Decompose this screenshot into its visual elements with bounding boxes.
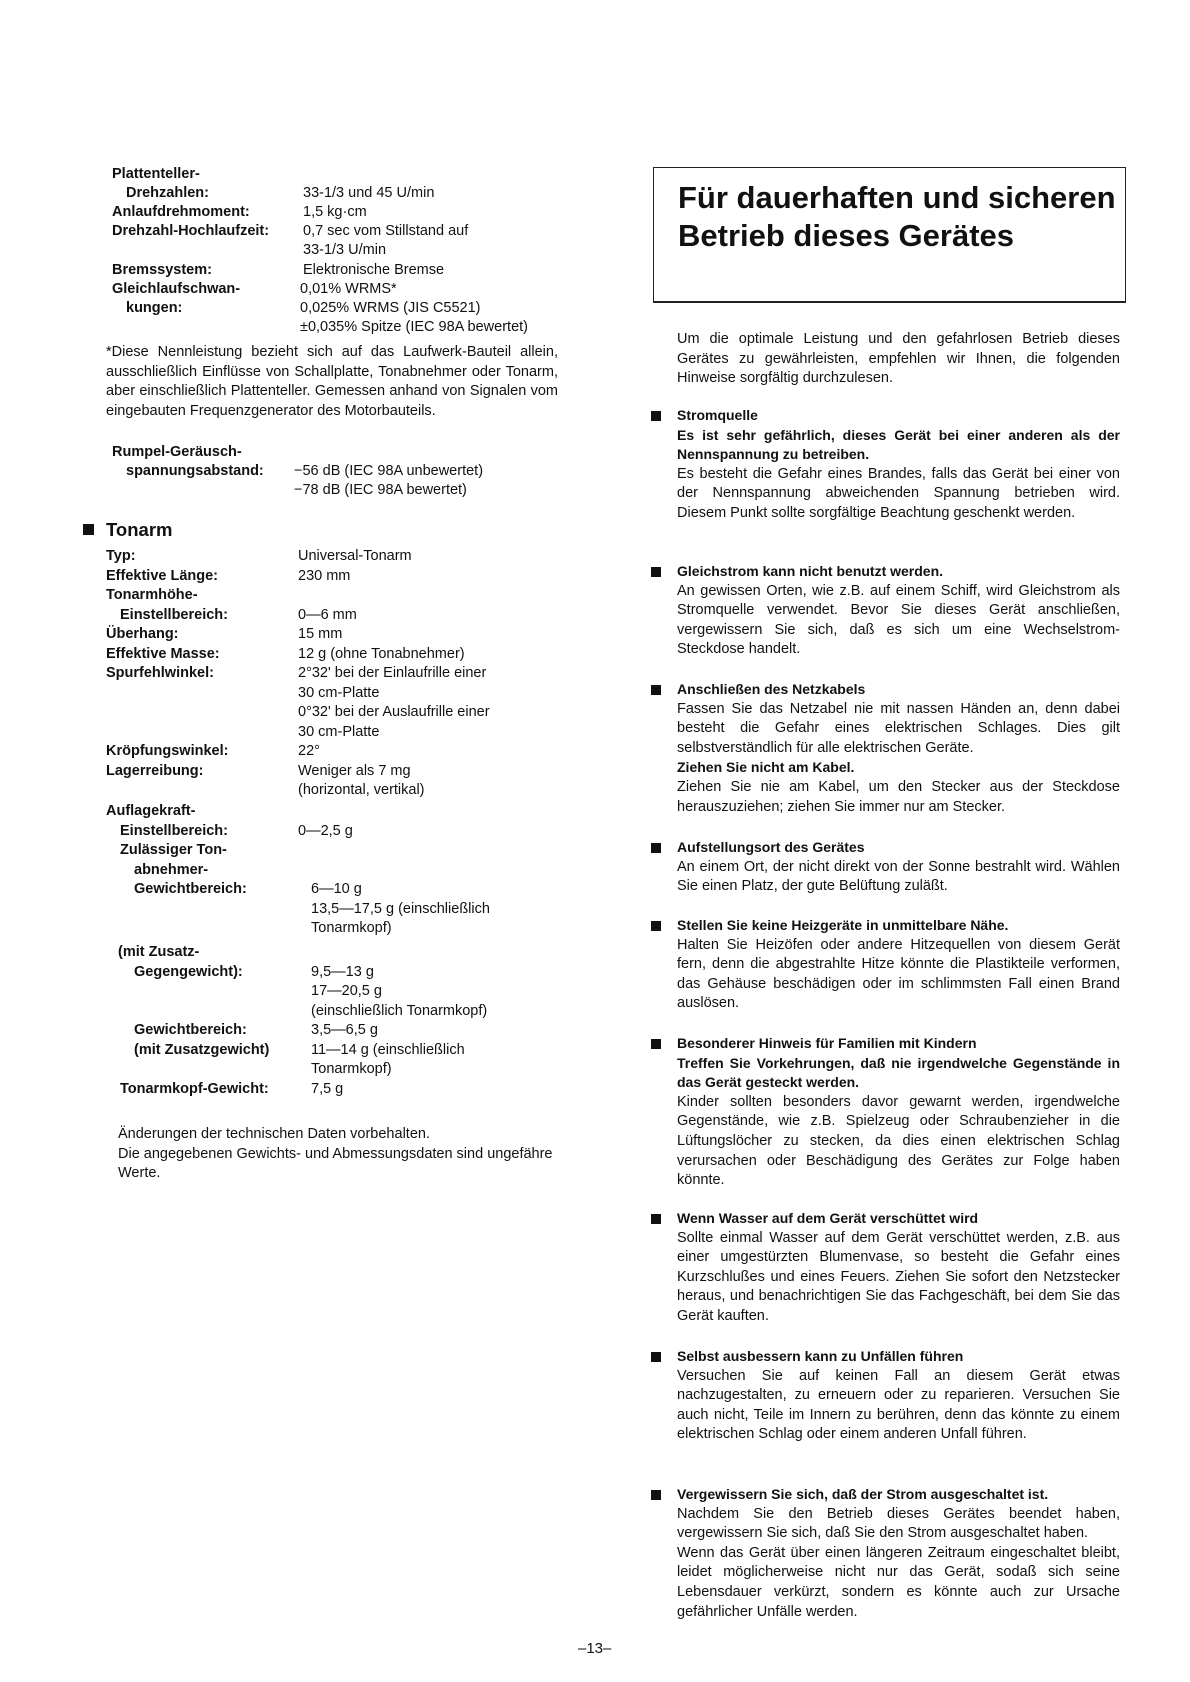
- section-ausbessern: [677, 1347, 1120, 1445]
- section-strom-aus: [677, 1485, 1120, 1622]
- section-heading: Stromquelle: [677, 407, 758, 423]
- spec-value: 30 cm-Platte: [298, 723, 380, 740]
- section-heading: Stellen Sie keine Heizgeräte in unmittelbare Nähe.: [677, 917, 1009, 933]
- spec-value: 11—14 g (einschließlich: [311, 1041, 465, 1058]
- spec-value: 13,5—17,5 g (einschließlich: [311, 900, 490, 917]
- spec-label: Plattenteller-: [112, 166, 200, 182]
- spec-value: 6—10 g: [311, 881, 362, 897]
- spec-value: 2°32' bei der Einlaufrille einer: [298, 665, 487, 681]
- section-netzkabel: [677, 680, 1120, 817]
- section-text: Fassen Sie das Netzabel nie mit nassen Händen an, denn dabei besteht die Gefahr eines elektrischen Schlages. Dies gilt selbstverständlich für alle elektrischen Geräte.: [677, 700, 1120, 756]
- spec-value: −78 dB (IEC 98A bewertet): [294, 482, 467, 498]
- spec-value: −56 dB (IEC 98A unbewertet): [294, 463, 484, 479]
- footer-line: Die angegebenen Gewichts- und Abmessungsdaten sind ungefähre Werte.: [118, 1145, 553, 1182]
- spec-label: Auflagekraft-: [106, 803, 196, 819]
- spec-label: Drehzahlen:: [126, 185, 209, 201]
- spec-label: abnehmer-: [134, 861, 209, 878]
- intro-paragraph: [677, 330, 1120, 389]
- footer-line: Änderungen der technischen Daten vorbehalten.: [118, 1126, 430, 1142]
- spec-value: 0,01% WRMS*: [300, 281, 397, 297]
- spec-label: (mit Zusatzgewicht): [134, 1041, 270, 1058]
- spec-label: Anlaufdrehmoment:: [112, 204, 250, 220]
- section-bold: Es ist sehr gefährlich, dieses Gerät bei einer anderen als der Nennspannung zu betreiben.: [677, 426, 1120, 463]
- spec-value: 0°32' bei der Auslaufrille einer: [298, 704, 490, 720]
- spec-value: 9,5—13 g: [311, 963, 374, 980]
- spec-label: Gewichtbereich:: [134, 1022, 247, 1038]
- section-heading: Aufstellungsort des Gerätes: [677, 839, 865, 855]
- spec-label: Spurfehlwinkel:: [106, 665, 214, 681]
- section-heading: Wenn Wasser auf dem Gerät verschüttet wird: [677, 1210, 979, 1226]
- section-bold: Ziehen Sie nicht am Kabel.: [677, 759, 855, 776]
- section-text: An gewissen Orten, wie z.B. auf einem Schiff, wird Gleichstrom als Stromquelle verwendet. Bevor Sie dieses Gerät anschließen, vergewissern Sie sich, daß es sich um eine Wechselstrom-Steckdose handelt.: [677, 582, 1120, 658]
- spec-label: Überhang:: [106, 626, 179, 642]
- spec-value: 12 g (ohne Tonabnehmer): [298, 645, 465, 662]
- spec-value: Tonarmkopf): [311, 920, 392, 936]
- section-gleichstrom: [677, 562, 1120, 660]
- spec-value: Universal-Tonarm: [298, 548, 412, 564]
- spec-label: Rumpel-Geräusch-: [112, 444, 242, 460]
- spec-value: 33-1/3 U/min: [303, 242, 387, 258]
- bullet-square-icon: [651, 1352, 661, 1362]
- spec-label: Einstellbereich:: [120, 606, 228, 623]
- bullet-square-icon: [651, 685, 661, 695]
- footnote: *Diese Nennleistung bezieht sich auf das Laufwerk-Bauteil allein, ausschließlich Einflüsse von Schallplatte, Tonabnehmer oder Tonarm, aber einschließlich Plattenteller. Gemessen anhand von Signalen vom eingebauten Frequenzgenerator des Motorbauteils.: [106, 344, 558, 419]
- spec-label: Typ:: [106, 548, 136, 564]
- spec-label: Tonarmhöhe-: [106, 587, 198, 603]
- spec-label: Gewichtbereich:: [134, 881, 247, 897]
- spec-value: 17—20,5 g: [311, 983, 382, 999]
- spec-label: Zulässiger Ton-: [120, 842, 227, 858]
- section-text: Ziehen Sie nie am Kabel, um den Stecker aus der Steckdose herauszuziehen; ziehen Sie immer nur am Stecker.: [677, 778, 1120, 815]
- section-bold: Treffen Sie Vorkehrungen, daß nie irgendwelche Gegenstände in das Gerät gesteckt werden.: [677, 1054, 1120, 1091]
- intro-text: Um die optimale Leistung und den gefahrlosen Betrieb dieses Gerätes zu gewährleisten, empfehlen wir Ihnen, die folgenden Hinweise sorgfältig durchzulesen.: [677, 331, 1120, 387]
- spec-label: Bremssystem:: [112, 262, 212, 278]
- section-title: Tonarm: [106, 519, 173, 540]
- spec-label: (mit Zusatz-: [118, 944, 200, 960]
- page-number: –13–: [578, 1640, 612, 1657]
- spec-value: Tonarmkopf): [311, 1061, 392, 1077]
- spec-value: 0,7 sec vom Stillstand auf: [303, 223, 469, 239]
- spec-value: 230 mm: [298, 567, 351, 584]
- spec-value: Elektronische Bremse: [303, 262, 445, 278]
- spec-label: spannungsabstand:: [126, 463, 264, 479]
- section-stromquelle: [677, 406, 1120, 524]
- section-text: Halten Sie Heizöfen oder andere Hitzequellen von diesem Gerät fern, denn die abgestrahlte Hitze könnte die Plastikteile verformen, das Gehäuse beschädigen oder im schlimmsten Fall einen Brand auslösen.: [677, 936, 1120, 1012]
- bullet-square-icon: [651, 1214, 661, 1224]
- spec-value: (horizontal, vertikal): [298, 782, 425, 798]
- spec-value: 3,5—6,5 g: [311, 1022, 378, 1038]
- spec-value: ±0,035% Spitze (IEC 98A bewertet): [300, 319, 528, 335]
- spec-label: Drehzahl-Hochlaufzeit:: [112, 223, 270, 239]
- spec-value: 0—6 mm: [298, 606, 357, 623]
- section-text: An einem Ort, der nicht direkt von der Sonne bestrahlt wird. Wählen Sie einen Platz, der gute Belüftung zuläßt.: [677, 858, 1120, 895]
- section-heading: Selbst ausbessern kann zu Unfällen führen: [677, 1348, 964, 1364]
- page-title: Für dauerhaften und sicheren Betrieb dieses Gerätes: [678, 180, 1116, 253]
- spec-value: 7,5 g: [311, 1080, 344, 1097]
- spec-value: Weniger als 7 mg: [298, 762, 411, 779]
- section-text: Wenn das Gerät über einen längeren Zeitraum eingeschaltet bleibt, leidet möglicherweise nicht nur das Gerät, sodaß sich seine Lebensdauer verkürzt, sondern es könnte auch zur Ursache gefährlicher Unfälle werden.: [677, 1544, 1120, 1620]
- spec-label: Lagerreibung:: [106, 762, 204, 779]
- spec-label: Effektive Masse:: [106, 645, 220, 662]
- spec-value: 0—2,5 g: [298, 822, 353, 839]
- spec-label: Tonarmkopf-Gewicht:: [120, 1080, 269, 1097]
- section-aufstellungsort: [677, 838, 1120, 897]
- footer-notes: [118, 1125, 578, 1184]
- section-heading: Gleichstrom kann nicht benutzt werden.: [677, 563, 944, 579]
- section-heading: Vergewissern Sie sich, daß der Strom ausgeschaltet ist.: [677, 1486, 1049, 1502]
- section-heading: Besonderer Hinweis für Familien mit Kindern: [677, 1035, 977, 1051]
- title-box: [653, 167, 1126, 303]
- spec-value: 33-1/3 und 45 U/min: [303, 185, 435, 201]
- spec-value: 1,5 kg·cm: [303, 204, 367, 220]
- bullet-square-icon: [651, 1039, 661, 1049]
- section-text: Versuchen Sie auf keinen Fall an diesem Gerät etwas nachzugestalten, zu erneuern oder zu reparieren. Versuchen Sie auch nicht, Teile im Innern zu berühren, denn das könnte zu einem elektrischen Schlag oder einem anderen Unfall führen.: [677, 1367, 1120, 1443]
- section-text: Es besteht die Gefahr eines Brandes, falls das Gerät bei einer von der Nennspannung abweichenden Spannung betrieben wird. Diesem Punkt sollte sorgfältige Beachtung geschenkt werden.: [677, 465, 1120, 521]
- section-wasser: [677, 1209, 1120, 1327]
- section-heading: Anschließen des Netzkabels: [677, 681, 866, 697]
- bullet-square-icon: [651, 921, 661, 931]
- bullet-square-icon: [651, 411, 661, 421]
- spec-label: Effektive Länge:: [106, 567, 218, 584]
- spec-label: Einstellbereich:: [120, 822, 228, 839]
- section-kinder: [677, 1034, 1120, 1191]
- section-heizgeraete: [677, 916, 1120, 1014]
- section-text: Nachdem Sie den Betrieb dieses Gerätes beendet haben, vergewissern Sie sich, daß Sie den Strom ausgeschaltet haben.: [677, 1505, 1120, 1542]
- bullet-square-icon: [83, 524, 94, 535]
- section-text: Sollte einmal Wasser auf dem Gerät verschüttet werden, z.B. aus einer umgestürzten Blumenvase, so besteht die Gefahr eines Kurzschlußes und eines Feuers. Ziehen Sie sofort den Netzstecker heraus, und benachrichtigen Sie das Fachgeschäft, bei dem Sie das Gerät kauften.: [677, 1229, 1120, 1324]
- bullet-square-icon: [651, 843, 661, 853]
- spec-label: kungen:: [126, 300, 183, 316]
- spec-value: 22°: [298, 743, 320, 759]
- spec-label: Kröpfungswinkel:: [106, 743, 229, 759]
- spec-label: Gleichlaufschwan-: [112, 281, 241, 297]
- spec-value: 0,025% WRMS (JIS C5521): [300, 300, 481, 316]
- spec-value: 15 mm: [298, 626, 343, 642]
- section-text: Kinder sollten besonders davor gewarnt werden, irgendwelche Gegenstände, wie z.B. Spielzeug oder Schraubenzieher in die Lüftungslöcher zu stecken, da dies einen elektrischen Schlag verursachen oder Beschädigung des Gerätes zur Folge haben könnte.: [677, 1093, 1120, 1189]
- spec-value: (einschließlich Tonarmkopf): [311, 1002, 488, 1019]
- bullet-square-icon: [651, 567, 661, 577]
- spec-label: Gegengewicht):: [134, 963, 243, 980]
- spec-value: 30 cm-Platte: [298, 684, 380, 701]
- bullet-square-icon: [651, 1490, 661, 1500]
